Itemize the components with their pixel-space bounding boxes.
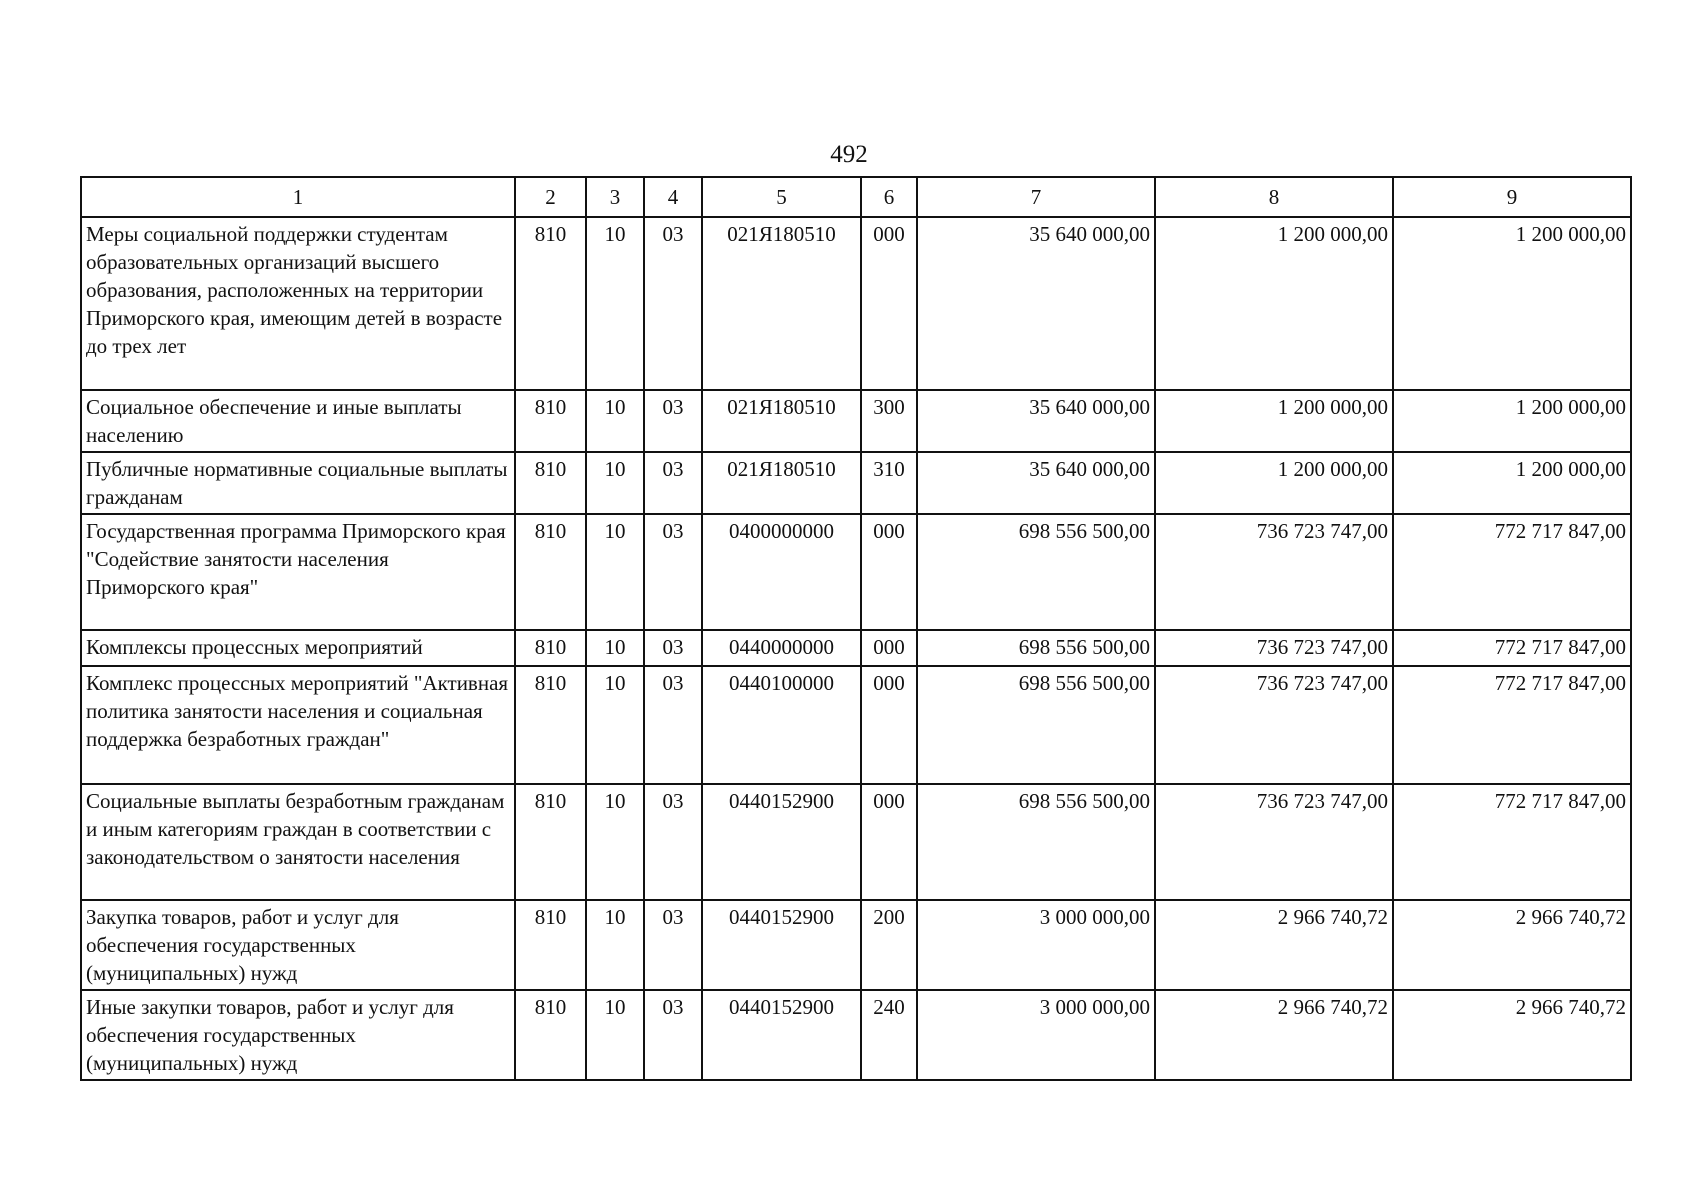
- row-amount-col9: 1 200 000,00: [1393, 390, 1631, 452]
- row-subsection-code: 03: [644, 990, 702, 1080]
- row-ministry-code: 810: [515, 390, 586, 452]
- row-target-article: 0440152900: [702, 990, 861, 1080]
- table-row: [81, 452, 1631, 514]
- row-amount-col9: 772 717 847,00: [1393, 784, 1631, 900]
- row-target-article: 021Я180510: [702, 217, 861, 390]
- row-subsection-code: 03: [644, 452, 702, 514]
- header-cell-7: 7: [917, 177, 1155, 217]
- row-amount-col8: 736 723 747,00: [1155, 784, 1393, 900]
- row-subsection-code: 03: [644, 217, 702, 390]
- row-amount-col7: 698 556 500,00: [917, 630, 1155, 666]
- row-ministry-code: 810: [515, 514, 586, 630]
- row-amount-col8: 736 723 747,00: [1155, 666, 1393, 784]
- row-section-code: 10: [586, 514, 644, 630]
- header-cell-8: 8: [1155, 177, 1393, 217]
- header-cell-6: 6: [861, 177, 917, 217]
- header-cell-2: 2: [515, 177, 586, 217]
- table-row: [81, 666, 1631, 784]
- header-cell-3: 3: [586, 177, 644, 217]
- row-amount-col9: 2 966 740,72: [1393, 900, 1631, 990]
- header-cell-1: 1: [81, 177, 515, 217]
- row-amount-col9: 772 717 847,00: [1393, 666, 1631, 784]
- row-expense-type: 310: [861, 452, 917, 514]
- row-name: Комплексы процессных мероприятий: [81, 630, 515, 666]
- table-header: [81, 177, 1631, 217]
- table-row: [81, 390, 1631, 452]
- row-subsection-code: 03: [644, 900, 702, 990]
- row-ministry-code: 810: [515, 452, 586, 514]
- page-number: 492: [830, 141, 868, 168]
- table-row: [81, 630, 1631, 666]
- row-amount-col8: 1 200 000,00: [1155, 452, 1393, 514]
- row-amount-col9: 772 717 847,00: [1393, 630, 1631, 666]
- row-section-code: 10: [586, 452, 644, 514]
- row-name: Меры социальной поддержки студентам образовательных организаций высшего образования, расположенных на территории Приморского края, имеющим детей в возрасте до трех лет: [81, 217, 515, 390]
- row-name: Социальные выплаты безработным гражданам и иным категориям граждан в соответствии с законодательством о занятости населения: [81, 784, 515, 900]
- row-ministry-code: 810: [515, 990, 586, 1080]
- row-subsection-code: 03: [644, 390, 702, 452]
- row-name: Иные закупки товаров, работ и услуг для обеспечения государственных (муниципальных) нужд: [81, 990, 515, 1080]
- row-section-code: 10: [586, 666, 644, 784]
- row-amount-col9: 2 966 740,72: [1393, 990, 1631, 1080]
- row-section-code: 10: [586, 630, 644, 666]
- row-amount-col8: 736 723 747,00: [1155, 630, 1393, 666]
- row-amount-col7: 35 640 000,00: [917, 217, 1155, 390]
- row-expense-type: 000: [861, 784, 917, 900]
- table-row: [81, 900, 1631, 990]
- row-amount-col9: 772 717 847,00: [1393, 514, 1631, 630]
- row-name: Закупка товаров, работ и услуг для обеспечения государственных (муниципальных) нужд: [81, 900, 515, 990]
- table-row: [81, 784, 1631, 900]
- row-section-code: 10: [586, 784, 644, 900]
- row-expense-type: 000: [861, 666, 917, 784]
- row-target-article: 0440152900: [702, 900, 861, 990]
- row-amount-col7: 698 556 500,00: [917, 514, 1155, 630]
- budget-table: [80, 176, 1632, 1081]
- header-row: [81, 177, 1631, 217]
- row-expense-type: 200: [861, 900, 917, 990]
- row-amount-col7: 3 000 000,00: [917, 900, 1155, 990]
- row-target-article: 0440152900: [702, 784, 861, 900]
- row-amount-col7: 698 556 500,00: [917, 666, 1155, 784]
- row-ministry-code: 810: [515, 217, 586, 390]
- row-amount-col8: 736 723 747,00: [1155, 514, 1393, 630]
- row-amount-col8: 2 966 740,72: [1155, 990, 1393, 1080]
- row-target-article: 021Я180510: [702, 390, 861, 452]
- row-amount-col7: 35 640 000,00: [917, 452, 1155, 514]
- row-amount-col9: 1 200 000,00: [1393, 452, 1631, 514]
- table-body: [81, 217, 1631, 1080]
- row-section-code: 10: [586, 900, 644, 990]
- row-amount-col7: 3 000 000,00: [917, 990, 1155, 1080]
- row-target-article: 0440100000: [702, 666, 861, 784]
- row-target-article: 021Я180510: [702, 452, 861, 514]
- row-amount-col9: 1 200 000,00: [1393, 217, 1631, 390]
- row-amount-col8: 1 200 000,00: [1155, 217, 1393, 390]
- table-row: [81, 217, 1631, 390]
- row-subsection-code: 03: [644, 630, 702, 666]
- table-row: [81, 990, 1631, 1080]
- header-cell-5: 5: [702, 177, 861, 217]
- row-subsection-code: 03: [644, 666, 702, 784]
- row-ministry-code: 810: [515, 630, 586, 666]
- row-expense-type: 000: [861, 217, 917, 390]
- row-ministry-code: 810: [515, 666, 586, 784]
- row-name: Комплекс процессных мероприятий "Активная политика занятости населения и социальная поддержка безработных граждан": [81, 666, 515, 784]
- row-section-code: 10: [586, 390, 644, 452]
- row-ministry-code: 810: [515, 784, 586, 900]
- row-expense-type: 000: [861, 514, 917, 630]
- row-ministry-code: 810: [515, 900, 586, 990]
- row-expense-type: 300: [861, 390, 917, 452]
- row-section-code: 10: [586, 217, 644, 390]
- row-section-code: 10: [586, 990, 644, 1080]
- row-amount-col7: 35 640 000,00: [917, 390, 1155, 452]
- table-row: [81, 514, 1631, 630]
- row-amount-col8: 2 966 740,72: [1155, 900, 1393, 990]
- row-expense-type: 000: [861, 630, 917, 666]
- row-name: Публичные нормативные социальные выплаты гражданам: [81, 452, 515, 514]
- header-cell-4: 4: [644, 177, 702, 217]
- header-cell-9: 9: [1393, 177, 1631, 217]
- row-amount-col8: 1 200 000,00: [1155, 390, 1393, 452]
- row-name: Государственная программа Приморского края "Содействие занятости населения Приморского края": [81, 514, 515, 630]
- row-target-article: 0440000000: [702, 630, 861, 666]
- row-target-article: 0400000000: [702, 514, 861, 630]
- row-amount-col7: 698 556 500,00: [917, 784, 1155, 900]
- row-subsection-code: 03: [644, 784, 702, 900]
- row-subsection-code: 03: [644, 514, 702, 630]
- row-expense-type: 240: [861, 990, 917, 1080]
- row-name: Социальное обеспечение и иные выплаты населению: [81, 390, 515, 452]
